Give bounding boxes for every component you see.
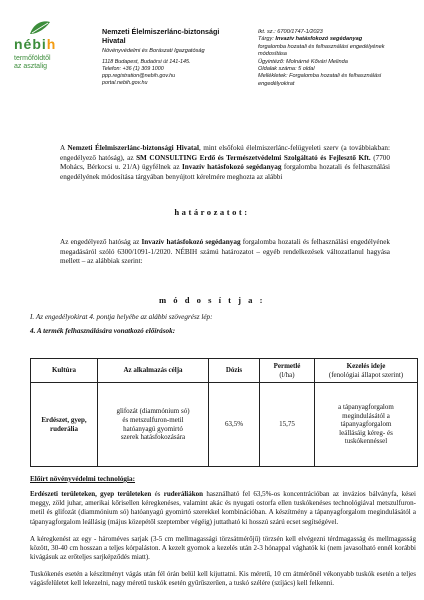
org-block — [102, 27, 242, 87]
th-permetle: Permetlé (l/ha) — [260, 359, 315, 383]
th-ido: Kezelés ideje (fenológiai állapot szerint) — [315, 359, 418, 383]
meta-oldalak: Oldalak száma: 5 oldal — [258, 66, 315, 73]
org-web[interactable]: portal.nebih.gov.hu — [102, 80, 148, 86]
org-email[interactable]: ppp.registration@nebih.gov.hu — [102, 73, 176, 79]
cell-kultura: Erdészet, gyep, ruderália — [31, 383, 98, 467]
title-modositja: m ó d o s í t j a : — [159, 295, 265, 305]
table-header-row — [31, 359, 418, 383]
intro-paragraph: A Nemzeti Élelmiszerlánc-biztonsági Hivatal, mint elsőfokú élelmiszerlánc-felügyeleti szerv (a továbbiakban: engedélyező hatóság), az SM CONSULTING Erdő és Természetvédelmi Szolgáltató és Fejlesztő Kft. (7700 Mohács, Bérkocsi u. 21/A) ügyfélnek az Invazív hatásfokozó segédanyag forgalomba hozatali és felhasználási engedélyének módosítása tárgyában benyújtott kérelmére meghozta az alábbi — [60, 144, 390, 181]
meta-targy-3: módosítása — [258, 51, 287, 58]
meta-targy-2: forgalomba hozatali és felhasználási engedélyének — [258, 43, 385, 50]
tech-paragraph-2: A kéregkenést az egy - hároméves sarjak (3-5 cm mellmagassági törzsátmérőjű) törzsén kell elvégezni térdmagasság és mellmagasság között, 30-40 cm hosszan a teljes kórpaláston. A kezelt gyomok a kezelés után 2-3 hónappal vághatók ki (nem javasolható ennél korábbi kivágásuk az erőteljes sarjképződés miatt). — [30, 535, 416, 562]
nebih-logo — [14, 20, 70, 84]
cell-dozis: 63,5% — [209, 383, 260, 467]
meta-mellekletek: Mellékletek: Forgalomba hozatali és felhasználási — [258, 73, 382, 80]
meta-ugyintezo: Ügyintéző: Molnárné Kővári Melinda — [258, 58, 348, 65]
meta-targy: Tárgy: Invazív hatásfokozó segédanyag — [258, 36, 363, 43]
logo-tagline: termőföldtől az asztalig — [14, 55, 51, 70]
th-dozis: Dózis — [209, 359, 260, 383]
decision-paragraph: Az engedélyező hatóság az Invazív hatásfokozó segédanyag forgalomba hozatali és felhasználási engedélyének megadásáról szóló 6300/1091-1/2020. NÉBIH számú határozatot – egyéb rendelkezések változatlanul hagyása mellett – az alábbiak szerint: — [60, 238, 390, 266]
tech-paragraph-3: Tuskókenés esetén a készítményt vágás után fél órán belül kell kijuttatni. Kis méretű, 10 cm átmérőnél vékonyabb tuskók esetén a teljes vágásfelületet kell lekezelni, nagy méretű tuskók esetén gyűrűszerűen, a tuskó szélére (szíjács) kell felkenni. — [30, 570, 416, 588]
tech-title: Előírt növényvédelmi technológia: — [30, 475, 136, 483]
cell-permetle: 15,75 — [260, 383, 315, 467]
th-cel: Az alkalmazás célja — [98, 359, 209, 383]
table-row — [31, 383, 418, 467]
org-directorate: Növényvédelmi és Borászati Igazgatóság — [102, 48, 205, 54]
meta-mellekletek-2: engedélyokirat — [258, 80, 295, 87]
meta-block — [258, 29, 418, 88]
meta-iktsz: Ikt. sz.: 6700/1747-1/2023 — [258, 29, 323, 35]
cell-cel: glifozát (diammónium só) és metszulfuron-metil hatóanyagú gyomirtó szerek hatásfokozására — [98, 383, 209, 467]
title-hatarozat: határozatot: — [174, 207, 250, 217]
org-address: 1118 Budapest, Budaörsi út 141-145. — [102, 59, 191, 65]
mod-line-2: 4. A termék felhasználására vonatkozó előírások: — [30, 327, 176, 335]
org-phone: Telefon: +36 (1) 309 1000 — [102, 66, 164, 72]
org-name: Nemzeti Élelmiszerlánc-biztonsági Hivatal — [102, 27, 220, 45]
leaf-icon — [28, 20, 52, 36]
tech-paragraph-1: Erdészeti területeken, gyep területeken és ruderáliákon használható fel 63,5%-os koncentrációban az invázios bálványfa, kései meggy, zöld juhar, amerikai kőrisellen kéregkenéses, valamint akác és nyugati ostorfa ellen tuskókenéses technológiával metszulfuron-metil és glifozát (diammónium só) hatóanyagú gyomirtó szerekkel kombinációban. A készítmény a tápanyagforgalom megindulásától a tápanyagforgalom leállásig (május közepétől szeptember végéig) juttatható ki hosszú szárú ecset segítségével. — [30, 490, 416, 526]
usage-table — [30, 358, 418, 467]
mod-line-1: I. Az engedélyokirat 4. pontja helyébe az alábbi szövegrész lép: — [30, 313, 213, 321]
logo-word: nébih — [14, 36, 57, 52]
th-kultura: Kultúra — [31, 359, 98, 383]
cell-ido: a tápanyagforgalom megindulásától a tápanyagforgalom leállásáig kéreg- és tuskókennéssel — [315, 383, 418, 467]
